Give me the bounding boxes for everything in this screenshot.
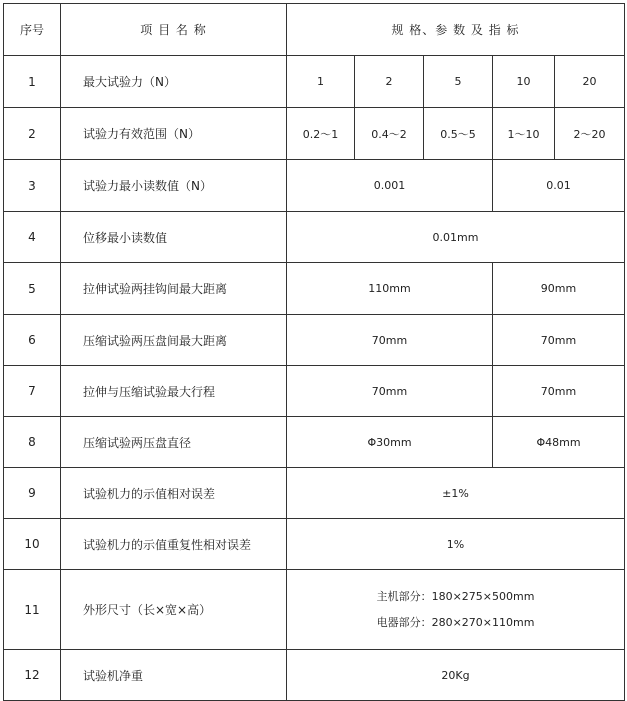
row-value: 0.4～2 xyxy=(355,108,424,160)
table-row xyxy=(4,160,625,212)
row-name: 试验机力的示值重复性相对误差 xyxy=(61,519,287,570)
row-number: 9 xyxy=(4,468,61,519)
row-name: 压缩试验两压盘直径 xyxy=(61,417,287,468)
table-row xyxy=(4,519,625,570)
row-name: 试验机力的示值相对误差 xyxy=(61,468,287,519)
row-name: 试验机净重 xyxy=(61,650,287,701)
row-value: 1 xyxy=(287,56,355,108)
row-value: 90mm xyxy=(493,263,625,315)
row-name: 压缩试验两压盘间最大距离 xyxy=(61,315,287,366)
row-number: 4 xyxy=(4,212,61,263)
row-number: 1 xyxy=(4,56,61,108)
header-item: 项 目 名 称 xyxy=(61,4,287,56)
row-name: 试验力有效范围（N） xyxy=(61,108,287,160)
row-value: 2～20 xyxy=(555,108,625,160)
row-number: 11 xyxy=(4,570,61,650)
row-number: 8 xyxy=(4,417,61,468)
table-row xyxy=(4,468,625,519)
table-row xyxy=(4,366,625,417)
row-value: 5 xyxy=(424,56,493,108)
header-no: 序号 xyxy=(4,4,61,56)
row-number: 10 xyxy=(4,519,61,570)
row-number: 12 xyxy=(4,650,61,701)
row-value: 70mm xyxy=(287,315,493,366)
row-number: 7 xyxy=(4,366,61,417)
row-value: 2 xyxy=(355,56,424,108)
row-value: 10 xyxy=(493,56,555,108)
table-row xyxy=(4,263,625,315)
row-number: 2 xyxy=(4,108,61,160)
row-name: 外形尺寸（长×宽×高） xyxy=(61,570,287,650)
table-row xyxy=(4,417,625,468)
row-number: 6 xyxy=(4,315,61,366)
header-row xyxy=(4,4,625,56)
row-value: ±1% xyxy=(287,468,625,519)
row-value: 0.01 xyxy=(493,160,625,212)
row-name: 位移最小读数值 xyxy=(61,212,287,263)
row-value: 0.01mm xyxy=(287,212,625,263)
table-row xyxy=(4,212,625,263)
row-value: 70mm xyxy=(493,366,625,417)
row-value: 110mm xyxy=(287,263,493,315)
row-name: 拉伸与压缩试验最大行程 xyxy=(61,366,287,417)
header-spec: 规 格、参 数 及 指 标 xyxy=(287,4,625,56)
row-value: 70mm xyxy=(493,315,625,366)
row-name: 试验力最小读数值（N） xyxy=(61,160,287,212)
table-row xyxy=(4,650,625,701)
row-value: 70mm xyxy=(287,366,493,417)
row-number: 3 xyxy=(4,160,61,212)
row-value: 20Kg xyxy=(287,650,625,701)
table-row xyxy=(4,56,625,108)
row-name: 最大试验力（N） xyxy=(61,56,287,108)
row-value: 20 xyxy=(555,56,625,108)
row-value: 0.5～5 xyxy=(424,108,493,160)
electrical-unit-dimensions: 电器部分：280×270×110mm xyxy=(376,615,535,629)
table-row xyxy=(4,108,625,160)
row-value: 0.001 xyxy=(287,160,493,212)
row-value: Φ30mm xyxy=(287,417,493,468)
row-value: 1～10 xyxy=(493,108,555,160)
spec-table xyxy=(3,3,625,701)
row-value: 1% xyxy=(287,519,625,570)
row-name: 拉伸试验两挂钩间最大距离 xyxy=(61,263,287,315)
row-value xyxy=(287,570,625,650)
main-unit-dimensions: 主机部分：180×275×500mm xyxy=(376,589,535,603)
table-row xyxy=(4,570,625,650)
table-row xyxy=(4,315,625,366)
row-value: Φ48mm xyxy=(493,417,625,468)
row-value: 0.2～1 xyxy=(287,108,355,160)
row-number: 5 xyxy=(4,263,61,315)
